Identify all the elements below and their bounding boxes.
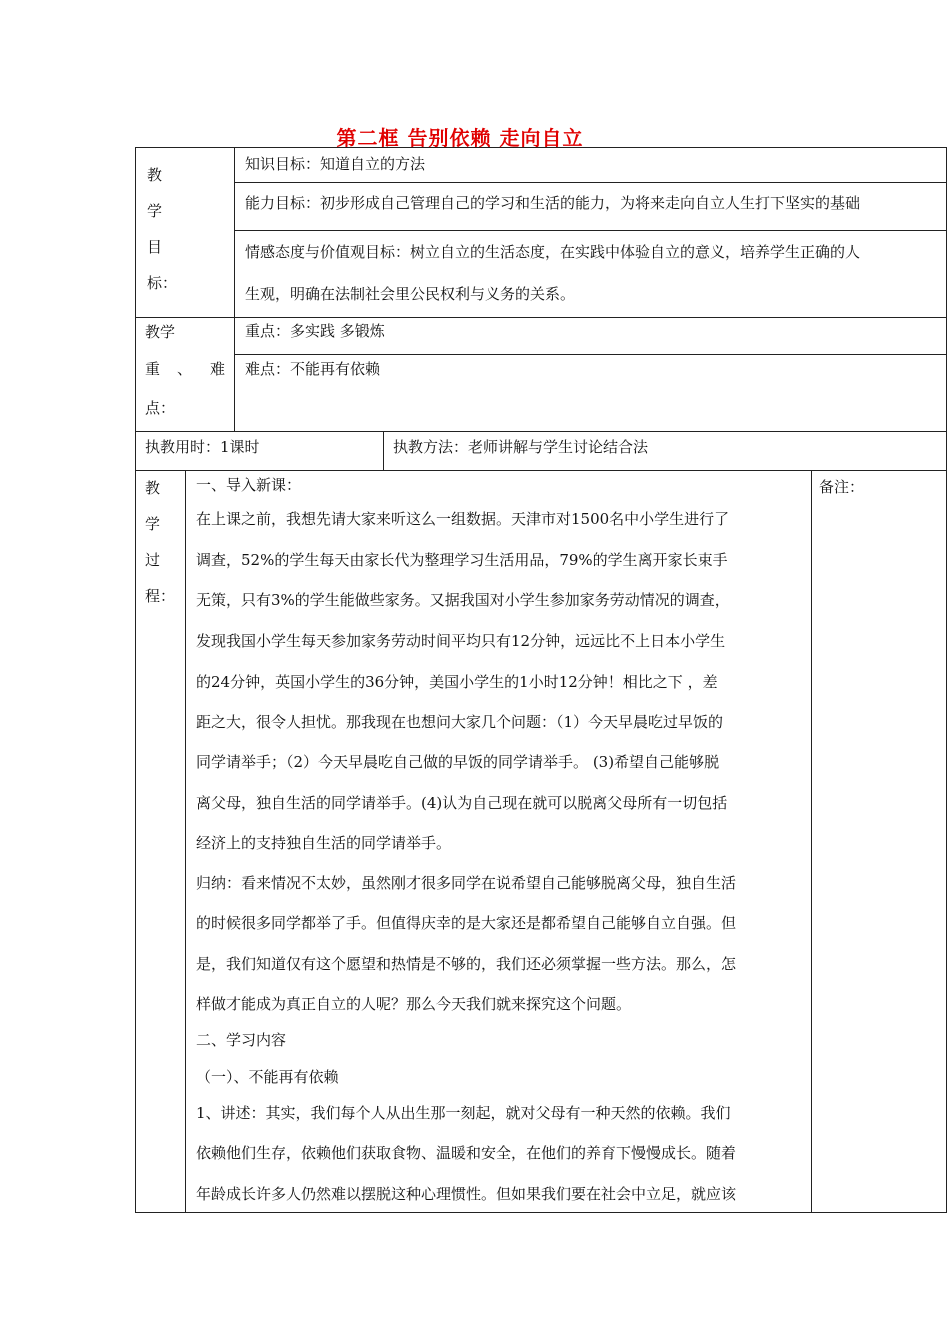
process-line: 依赖他们生存，依赖他们获取食物、温暖和安全，在他们的养育下慢慢成长。随着 (196, 1144, 737, 1162)
process-line: 距之大，很令人担忧。那我现在也想问大家几个问题：（1）今天早晨吃过早饭的 (196, 713, 724, 731)
row-divider (234, 182, 947, 183)
column-divider (234, 147, 235, 431)
key-point: 重点：多实践 多锻炼 (245, 322, 385, 340)
focus-label-char3: 难 (210, 360, 226, 378)
process-line: 样做才能成为真正自立的人呢？那么今天我们就来探究这个问题。 (196, 995, 632, 1013)
process-line: 的时候很多同学都举了手。但值得庆幸的是大家还是都希望自己能够自立自强。但 (196, 914, 737, 932)
process-line: 调查，52%的学生每天由家长代为整理学习生活用品，79%的学生离开家长束手 (196, 551, 728, 569)
process-line: 1、讲述：其实，我们每个人从出生那一刻起，就对父母有一种天然的依赖。我们 (196, 1104, 731, 1122)
process-line: 是，我们知道仅有这个愿望和热情是不够的，我们还必须掌握一些方法。那么，怎 (196, 955, 737, 973)
process-line: 归纳：看来情况不太妙，虽然刚才很多同学在说希望自己能够脱离父母，独自生活 (196, 874, 737, 892)
remarks-label: 备注： (819, 478, 865, 496)
ability-objective: 能力目标：初步形成自己管理自己的学习和生活的能力，为将来走向自立人生打下坚实的基础 (245, 194, 861, 212)
focus-label-line3: 点： (145, 399, 176, 417)
objectives-label: 教 学 目 标： (147, 166, 178, 292)
process-line: 经济上的支持独自生活的同学请举手。 (196, 834, 452, 852)
focus-label-char2: 、 (177, 360, 193, 378)
teaching-method: 执教方法：老师讲解与学生讨论结合法 (393, 438, 649, 456)
focus-label-char1: 重 (145, 360, 161, 378)
page-title: 第二框 告别依赖 走向自立 (336, 126, 584, 150)
process-line: 同学请举手；（2）今天早晨吃自己做的早饭的同学请举手。 (3)希望自己能够脱 (196, 753, 720, 771)
teaching-time: 执教用时：1课时 (145, 438, 260, 456)
process-label: 教 学 过 程： (145, 479, 176, 605)
row-divider (234, 230, 947, 231)
row-divider (135, 470, 947, 471)
lesson-plan-table (135, 147, 947, 1213)
process-line: 的24分钟，英国小学生的36分钟，美国小学生的1小时12分钟！相比之下 ，差 (196, 673, 718, 691)
process-line: 一、导入新课： (196, 476, 302, 494)
process-line: 离父母，独自生活的同学请举手。(4)认为自己现在就可以脱离父母所有一切包括 (196, 794, 728, 812)
process-line: 年龄成长许多人仍然难以摆脱这种心理惯性。但如果我们要在社会中立足，就应该 (196, 1185, 737, 1203)
process-line: （一）、不能再有依赖 (196, 1068, 339, 1086)
column-divider (185, 470, 186, 1213)
column-divider (383, 431, 384, 470)
process-line: 发现我国小学生每天参加家务劳动时间平均只有12分钟，远远比不上日本小学生 (196, 632, 726, 650)
emotion-objective-line1: 情感态度与价值观目标：树立自立的生活态度，在实践中体验自立的意义，培养学生正确的人 (245, 243, 861, 261)
row-divider (135, 317, 947, 318)
process-line: 无策，只有3%的学生能做些家务。又据我国对小学生参加家务劳动情况的调查， (196, 591, 730, 609)
process-line: 二、学习内容 (196, 1031, 287, 1049)
row-divider (234, 354, 947, 355)
focus-label-line1: 教学 (145, 323, 176, 341)
column-divider (811, 470, 812, 1213)
knowledge-objective: 知识目标：知道自立的方法 (245, 155, 426, 173)
emotion-objective-line2: 生观，明确在法制社会里公民权利与义务的关系。 (245, 285, 576, 303)
process-line: 在上课之前，我想先请大家来听这么一组数据。天津市对1500名中小学生进行了 (196, 510, 730, 528)
difficult-point: 难点：不能再有依赖 (245, 360, 381, 378)
row-divider (135, 431, 947, 432)
